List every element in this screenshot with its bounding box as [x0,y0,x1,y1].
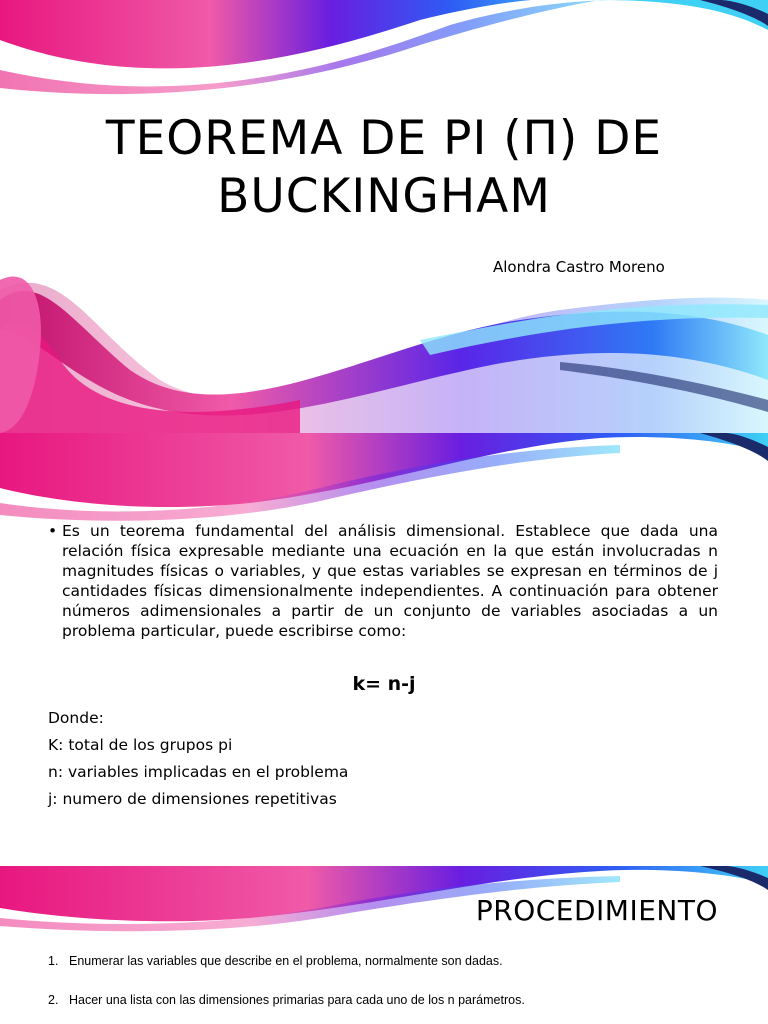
step-number: 1. [48,954,59,968]
title-slide [0,0,768,433]
ribbon-decoration [0,433,768,533]
definition-slide [0,433,768,866]
definition-paragraph: Es un teorema fundamental del análisis dimensional. Establece que dada una relación física expresable mediante una ecuación en la que están involucradas n magnitudes físicas o variables, y que estas variables se expresan en términos de j cantidades físicas dimensionalmente independientes. A continuación para obtener números adimensionales a partir de un conjunto de variables asociadas a un problema particular, puede escribirse como: [62,522,718,640]
procedure-steps [48,954,748,1024]
step-text: Hacer una lista con las dimensiones primarias para cada uno de los n parámetros. [69,993,525,1007]
formula: k= n-j [352,673,416,695]
procedure-slide [0,866,768,1024]
bullet-marker: • [48,522,58,540]
slide-title: TEOREMA DE PI (Π) DE BUCKINGHAM [105,111,663,224]
list-item: j: numero de dimensiones repetitivas [48,790,337,808]
definitions-list [48,705,348,813]
step-text: Enumerar las variables que describe en el problema, normalmente son dadas. [69,954,503,968]
list-item: Donde: [48,709,104,727]
list-item: n: variables implicadas en el problema [48,763,349,781]
step-number: 2. [48,993,59,1007]
list-item [48,954,748,993]
author-name: Alondra Castro Moreno [493,258,665,276]
section-title: PROCEDIMIENTO [475,894,718,927]
list-item [48,993,748,1024]
list-item: K: total de los grupos pi [48,736,233,754]
